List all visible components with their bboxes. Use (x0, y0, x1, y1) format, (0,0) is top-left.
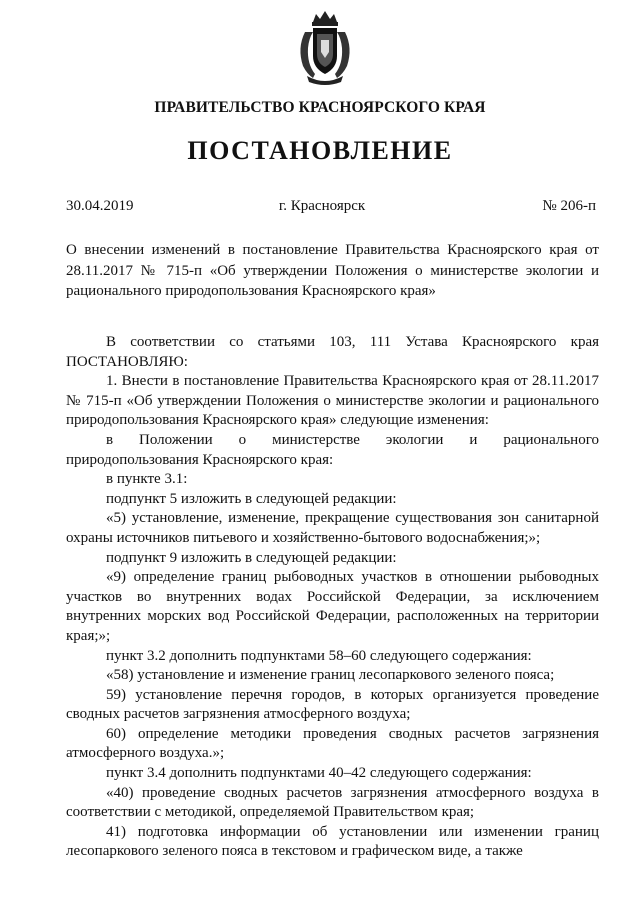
paragraph-subclause-60: 60) определение методики проведения сводных расчетов загрязнения атмосферного воздуха.»; (66, 725, 599, 762)
paragraph-item-1: 1. Внести в постановление Правительства Красноярского края от 28.11.2017 № 715-п «Об утверждении Положения о министерстве экологии и рационального природопользования Красноярского края» следующие изменения: (66, 373, 599, 429)
document-number: № 206-п (542, 198, 596, 214)
paragraph-subclause-40: «40) проведение сводных расчетов загрязнения атмосферного воздуха в соответствии с методикой, определяемой Правительством края; (66, 784, 599, 821)
coat-of-arms-emblem (295, 8, 355, 86)
paragraph-subclause-58: «58) установление и изменение границ лесопаркового зеленого пояса; (106, 667, 555, 684)
paragraph-subclause-9-intro: подпункт 9 изложить в следующей редакции: (106, 549, 397, 566)
paragraph-clause-3-2: пункт 3.2 дополнить подпунктами 58–60 следующего содержания: (106, 647, 532, 664)
document-body (66, 333, 599, 862)
paragraph-subclause-41: 41) подготовка информации об установлении или изменении границ лесопаркового зеленого пояса в текстовом и графическом виде, а также (66, 823, 599, 860)
document-date: 30.04.2019 (66, 198, 134, 214)
government-name: ПРАВИТЕЛЬСТВО КРАСНОЯРСКОГО КРАЯ (154, 99, 486, 116)
paragraph-clause-3-1: в пункте 3.1: (106, 471, 188, 488)
document-subject: О внесении изменений в постановление Правительства Красноярского края от 28.11.2017 № 715-п «Об утверждении Положения о министерстве экологии и рационального природопользования Красноярского края» (66, 242, 599, 299)
paragraph-subclause-5-intro: подпункт 5 изложить в следующей редакции: (106, 490, 397, 507)
paragraph-subclause-9: «9) определение границ рыбоводных участков в отношении рыбоводных участков во внутренних водах Российской Федерации, за исключением внутренних морских вод Российской Федерации, расположенных на территории края;»; (66, 569, 599, 644)
paragraph-clause-3-4: пункт 3.4 дополнить подпунктами 40–42 следующего содержания: (106, 765, 532, 782)
document-city: г. Красноярск (278, 198, 366, 214)
paragraph-subclause-5: «5) установление, изменение, прекращение существования зон санитарной охраны источников питьевого и хозяйственно-бытового водоснабжения;»; (66, 510, 599, 546)
paragraph-regulation: в Положении о министерстве экологии и рационального природопользования Красноярского края: (66, 431, 599, 468)
paragraph-preamble: В соответствии со статьями 103, 111 Устава Красноярского края ПОСТАНОВЛЯЮ: (66, 334, 599, 370)
document-type-title: ПОСТАНОВЛЕНИЕ (187, 136, 453, 165)
paragraph-subclause-59: 59) установление перечня городов, в которых организуется проведение сводных расчетов загрязнения атмосферного воздуха; (66, 686, 599, 723)
